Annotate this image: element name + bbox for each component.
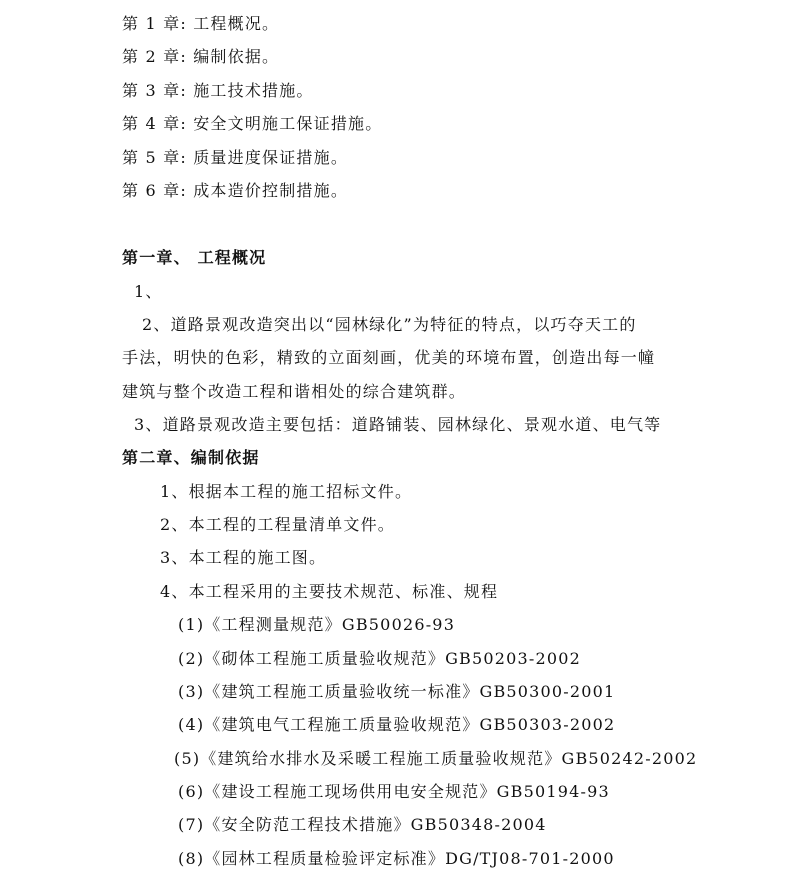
chapter-2-heading: 第二章、编制依据 [122,448,260,467]
standard-item-8: (8)《园林工程质量检验评定标准》DG/TJ08-701-2000 [178,849,615,868]
standard-item-4: (4)《建筑电气工程施工质量验收规范》GB50303-2002 [178,715,616,734]
toc-item-3: 第 3 章: 施工技术措施。 [122,81,314,100]
chapter-1-para-2-line-3: 建筑与整个改造工程和谐相处的综合建筑群。 [122,382,467,401]
chapter-2-item-3: 3、本工程的施工图。 [160,548,327,567]
chapter-1-para-2-line-2: 手法，明快的色彩，精致的立面刻画，优美的环境布置，创造出每一幢 [122,348,656,367]
toc-item-4: 第 4 章: 安全文明施工保证措施。 [122,114,383,133]
standard-item-6: (6)《建设工程施工现场供用电安全规范》GB50194-93 [178,782,610,801]
toc-item-1: 第 1 章: 工程概况。 [122,14,280,33]
standard-item-7: (7)《安全防范工程技术措施》GB50348-2004 [178,815,547,834]
chapter-2-item-4: 4、本工程采用的主要技术规范、标准、规程 [160,582,499,601]
standard-item-2: (2)《砌体工程施工质量验收规范》GB50203-2002 [178,649,582,668]
chapter-1-item-3: 3、道路景观改造主要包括：道路铺装、园林绿化、景观水道、电气等 [134,415,662,434]
chapter-2-item-2: 2、本工程的工程量清单文件。 [160,515,395,534]
toc-item-2: 第 2 章: 编制依据。 [122,47,280,66]
toc-item-6: 第 6 章: 成本造价控制措施。 [122,181,349,200]
chapter-1-item-1: 1、 [134,282,163,301]
chapter-2-item-1: 1、根据本工程的施工招标文件。 [160,482,413,501]
standard-item-5: (5)《建筑给水排水及采暖工程施工质量验收规范》GB50242-2002 [174,749,698,768]
standard-item-3: (3)《建筑工程施工质量验收统一标准》GB50300-2001 [178,682,616,701]
chapter-1-para-2-line-1: 2、道路景观改造突出以“园林绿化”为特征的特点，以巧夺天工的 [142,315,637,334]
chapter-1-heading: 第一章、 工程概况 [122,248,267,267]
toc-item-5: 第 5 章: 质量进度保证措施。 [122,148,349,167]
standard-item-1: (1)《工程测量规范》GB50026-93 [178,615,456,634]
